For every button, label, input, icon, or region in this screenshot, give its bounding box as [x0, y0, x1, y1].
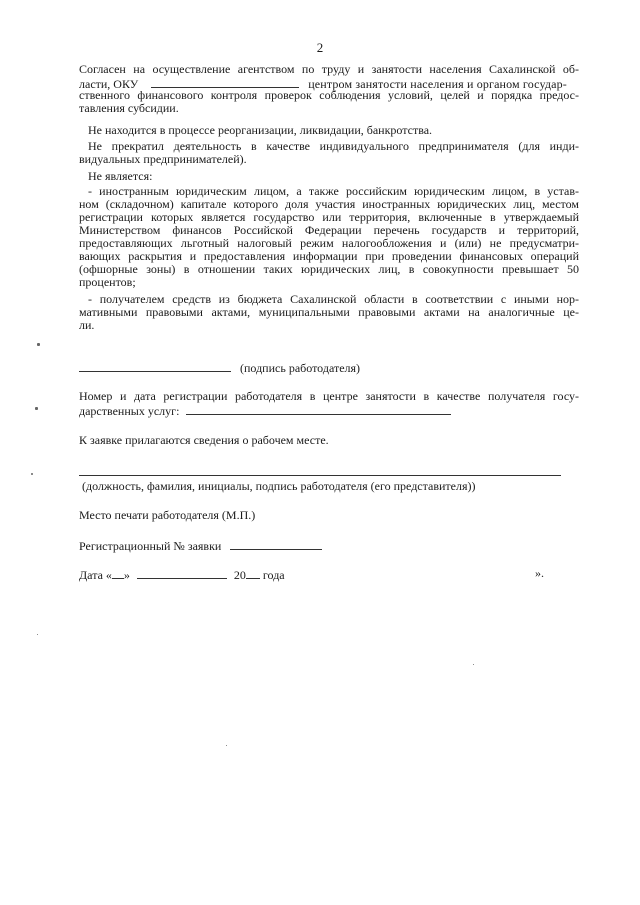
foreign-entity-line-8: процентов;: [79, 275, 136, 289]
date-end-quote: ».: [535, 566, 544, 580]
date-row: [79, 567, 559, 582]
date-day-blank: [112, 567, 124, 579]
representative-blank: [79, 475, 561, 476]
foreign-entity-line-7: (офшорные зоны) в отношении таких юридических лиц, в совокупности превышает 50: [79, 262, 579, 276]
consent-line-1: Согласен на осуществление агентством по труду и занятости населения Сахалинской об-: [79, 62, 579, 76]
no-reorganization-statement: Не находится в процессе реорганизации, ликвидации, банкротства.: [88, 123, 433, 137]
page-number: 2: [316, 40, 324, 55]
date-year-blank: [246, 567, 260, 579]
scan-speck-2: [473, 664, 474, 665]
registration-line-2: [79, 403, 579, 418]
margin-mark-4: [37, 634, 38, 635]
margin-mark-3: [31, 473, 33, 475]
date-prefix: Дата «: [79, 568, 112, 582]
date-close-quote: »: [123, 568, 130, 582]
date-year-prefix: 20: [233, 568, 246, 582]
consent-line-2-end: центром занятости населения и органом государ-: [308, 77, 567, 91]
consent-line-4: тавления субсидии.: [79, 101, 179, 115]
registration-line-1: Номер и дата регистрации работодателя в центре занятости в качестве получателя госу-: [79, 389, 579, 403]
employer-signature-blank: [79, 360, 231, 372]
date-month-blank: [137, 567, 227, 579]
application-number-row: [79, 538, 579, 553]
consent-line-3: ственного финансового контроля проверок соблюдения условий, целей и порядка предос-: [79, 88, 579, 102]
application-number-blank: [230, 538, 322, 550]
date-year-suffix: года: [262, 568, 285, 582]
foreign-entity-line-6: вающих раскрытия и предоставления информации при проведении финансовых операций: [79, 249, 579, 263]
foreign-entity-line-1: - иностранным юридическим лицом, а также российским юридическим лицом, в устав-: [88, 184, 579, 198]
foreign-entity-line-2: ном (складочном) капитале которого доля участия иностранных юридических лиц, местом: [79, 197, 579, 211]
budget-recipient-line-3: ли.: [79, 318, 95, 332]
foreign-entity-line-3: регистрации которых является государство или территория, включенные в утверждаемый: [79, 210, 579, 224]
scan-speck-1: [226, 745, 227, 746]
consent-line-2-start: ласти, ОКУ: [79, 77, 139, 91]
representative-caption: (должность, фамилия, инициалы, подпись работодателя (его представителя)): [82, 479, 476, 493]
not-heading: Не является:: [88, 169, 153, 183]
registration-line-2-label: дарственных услуг:: [79, 404, 180, 418]
margin-mark-2: [35, 407, 38, 410]
budget-recipient-line-2: мативными правовыми актами, муниципальными правовыми актами на аналогичные це-: [79, 305, 579, 319]
attachment-note: К заявке прилагаются сведения о рабочем месте.: [79, 433, 329, 447]
registration-blank: [186, 403, 451, 415]
oku-name-blank: [151, 76, 299, 88]
ip-statement-line-2: видуальных предпринимателей).: [79, 152, 247, 166]
foreign-entity-line-5: предоставляющих льготный налоговый режим налогообложения и (или) не предусматри-: [79, 236, 579, 250]
employer-signature-caption: (подпись работодателя): [240, 361, 361, 375]
application-number-label: Регистрационный № заявки: [79, 539, 222, 553]
stamp-label: Место печати работодателя (М.П.): [79, 508, 256, 522]
ip-statement-line-1: Не прекратил деятельность в качестве индивидуального предпринимателя (для инди-: [88, 139, 579, 153]
foreign-entity-line-4: Министерством финансов Российской Федерации перечень государств и территорий,: [79, 223, 579, 237]
budget-recipient-line-1: - получателем средств из бюджета Сахалинской области в соответствии с иными нор-: [88, 292, 579, 306]
margin-mark-1: [37, 343, 40, 346]
employer-signature-row: [79, 360, 579, 375]
